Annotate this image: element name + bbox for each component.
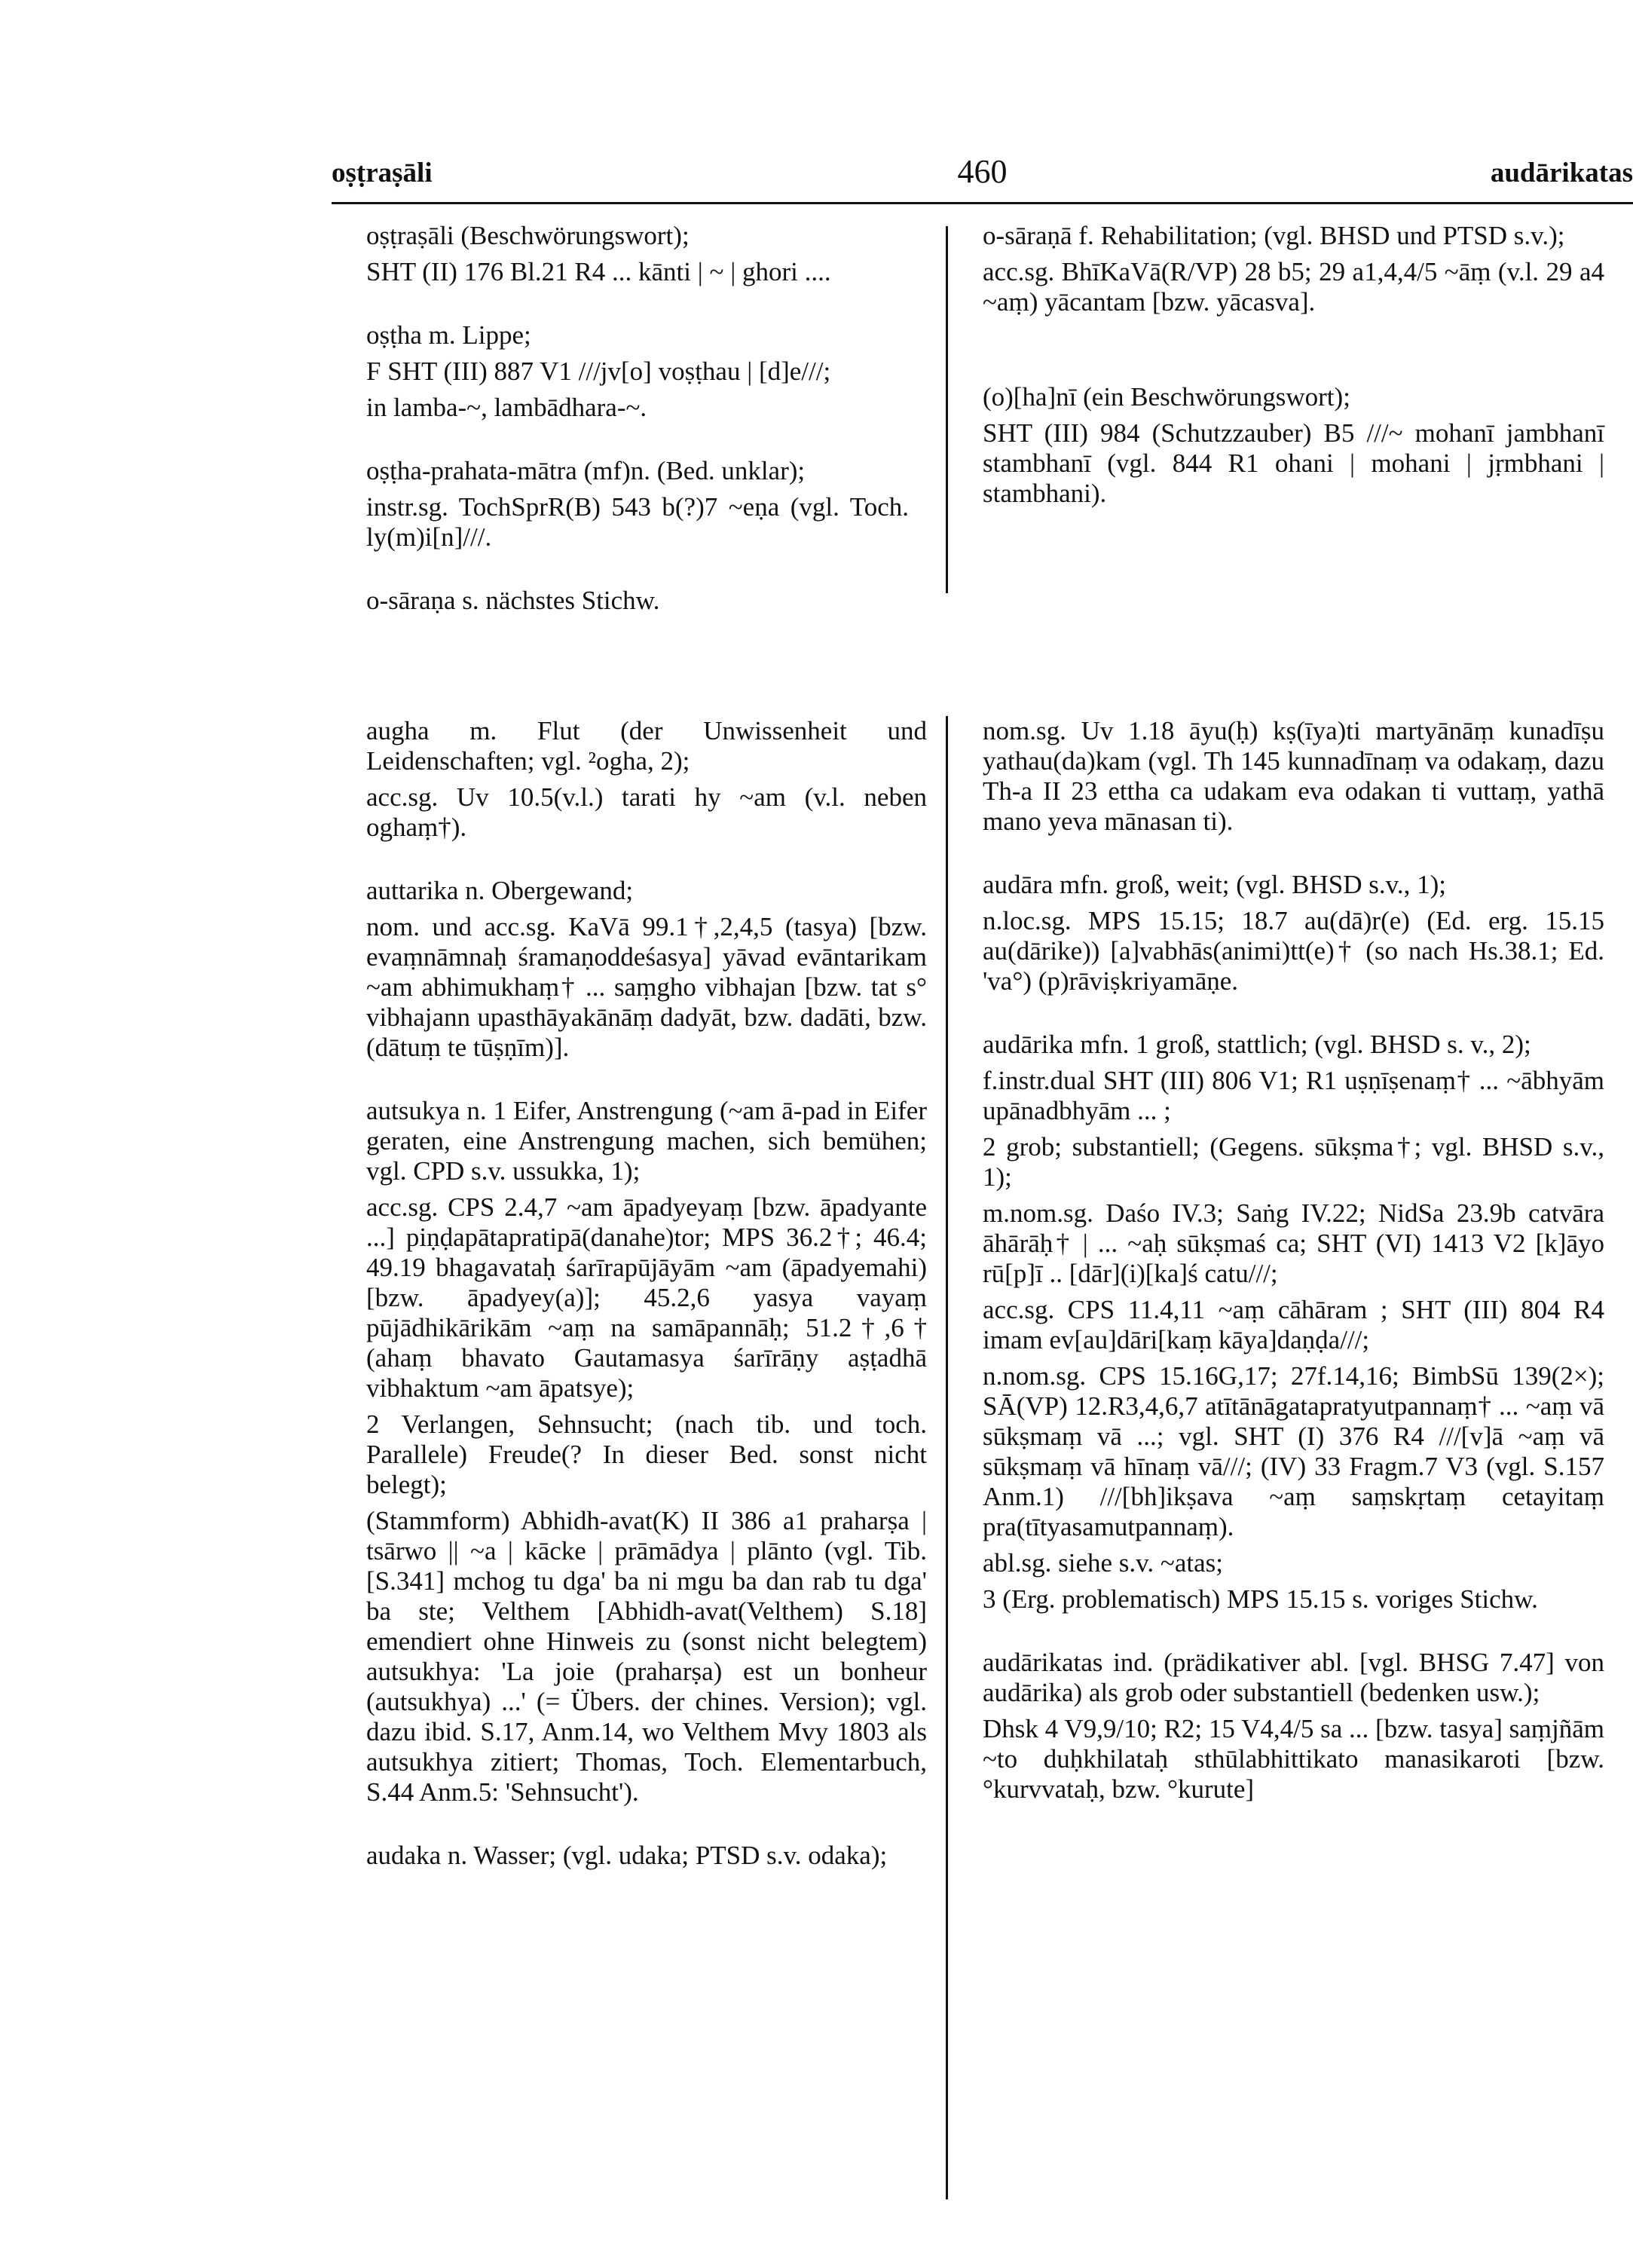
dictionary-entry (983, 716, 1604, 837)
page-number: 460 (957, 153, 1008, 190)
entry-line: abl.sg. siehe s.v. ~atas; (983, 1548, 1223, 1578)
entry-line: audārikatas ind. (prädikativer abl. [vgl. BHSG 7.47] von audārika) als grob oder substantiell (bedenken usw.); (983, 1648, 1604, 1707)
entry-line: f.instr.dual SHT (III) 806 V1; R1 uṣṇīṣenaṃ† ... ~ābhyām upānadbhyām ... ; (983, 1066, 1604, 1125)
top-right-column (983, 221, 1604, 542)
entry-line: in lamba-~, lambādhara-~. (366, 393, 647, 422)
entry-line: SHT (II) 176 Bl.21 R4 ... kānti | ~ | ghori .... (366, 257, 831, 286)
top-left-column (366, 221, 909, 649)
column-divider-top (946, 226, 948, 593)
entry-line: acc.sg. BhīKaVā(R/VP) 28 b5; 29 a1,4,4/5 ~āṃ (v.l. 29 a4 ~aṃ) yācantam [bzw. yācasva]. (983, 257, 1604, 317)
entry-line: m.nom.sg. Daśo IV.3; Saṅg IV.22; NidSa 23.9b catvāra āhārāḥ† | ... ~aḥ sūkṣmaś ca; SHT (VI) 1413 V2 [k]āyo rū[p]ī .. [dār](i)[ka]ś catu///; (983, 1198, 1604, 1288)
entry-line: SHT (III) 984 (Schutzzauber) B5 ///~ mohanī jambhanī stambhanī (vgl. 844 R1 ohani | mohani | jṛmbhani | stambhani). (983, 418, 1604, 508)
entry-line: o-sāraṇā f. Rehabilitation; (vgl. BHSD und PTSD s.v.); (983, 221, 1565, 250)
entry-line: (Stammform) Abhidh-avat(K) II 386 a1 praharṣa | tsārwo || ~a | kācke | prāmādya | plānto (vgl. Tib. [S.341] mchog tu dga' ba ni mgu ba dan rab tu dga' ba ste; Velthem [Abhidh-avat(Velthem) S.18] emendiert ohne Hinweis zu (sonst nicht belegtem) autsukhya: 'La joie (praharṣa) est un bonheur (autsukhya) ...' (= Übers. der chines. Version); vgl. dazu ibid. S.17, Anm.14, wo Velthem Mvy 1803 als autsukhya zitiert; Thomas, Toch. Elementarbuch, S.44 Anm.5: 'Sehnsucht'). (366, 1506, 927, 1807)
entry-line: acc.sg. CPS 11.4,11 ~aṃ cāhāram ; SHT (III) 804 R4 imam ev[au]dāri[kaṃ kāya]daṇḍa///; (983, 1295, 1604, 1354)
entry-line: audaka n. Wasser; (vgl. udaka; PTSD s.v. odaka); (366, 1841, 888, 1870)
dictionary-entry (366, 1096, 927, 1807)
entry-line: n.nom.sg. CPS 15.16G,17; 27f.14,16; BimbSū 139(2×); SĀ(VP) 12.R3,4,6,7 atītānāgatapratyutpannaṃ† ... ~aṃ vā sūkṣmaṃ vā ...; vgl. SHT (I) 376 R4 ///[v]ā ~aṃ vā sūkṣmaṃ vā hīnaṃ vā///; (IV) 33 Fragm.7 V3 (vgl. S.157 Anm.1) ///[bh]ikṣava ~aṃ saṃskṛtaṃ cetayitaṃ pra(tītyasamutpannaṃ). (983, 1361, 1604, 1541)
entry-line: o-sāraṇa s. nächstes Stichw. (366, 586, 660, 615)
entry-line: (o)[ha]nī (ein Beschwörungswort); (983, 382, 1350, 412)
entry-line: acc.sg. CPS 2.4,7 ~am āpadyeyaṃ [bzw. āpadyante ...] piṇḍapātapratipā(danahe)tor; MPS 36.2†; 46.4; 49.19 bhagavataḥ śarīrapūjāyām ~am (āpadyemahi) [bzw. āpadyey(a)]; 45.2,6 yasya vayaṃ pūjādhikārikām ~aṃ na samāpannāḥ; 51.2†,6† (ahaṃ bhavato Gautamasya śarīrāṇy aṣṭadhā vibhaktum ~am āpatsye); (366, 1192, 927, 1403)
column-divider-bottom (946, 716, 948, 2199)
dictionary-entry (983, 1030, 1604, 1615)
dictionary-entry (366, 221, 909, 287)
entry-line: oṣṭraṣāli (Beschwörungswort); (366, 221, 690, 250)
dictionary-entry (983, 870, 1604, 996)
entry-line: Dhsk 4 V9,9/10; R2; 15 V4,4/5 sa ... [bzw. tasya] saṃjñām ~to duḥkhilataḥ sthūlabhittikato manasikaroti [bzw. °kurvvataḥ, bzw. °kurute] (983, 1714, 1604, 1804)
entry-line: auttarika n. Obergewand; (366, 876, 634, 905)
dictionary-entry (983, 382, 1604, 509)
entry-line: augha m. Flut (der Unwissenheit und Leidenschaften; vgl. ²ogha, 2); (366, 716, 927, 776)
page-header (332, 153, 1633, 194)
dictionary-entry (366, 876, 927, 1063)
entry-line: oṣṭha-prahata-mātra (mf)n. (Bed. unklar); (366, 456, 806, 485)
entry-line: oṣṭha m. Lippe; (366, 320, 531, 350)
entry-line: 3 (Erg. problematisch) MPS 15.15 s. voriges Stichw. (983, 1584, 1538, 1614)
entry-line: audāra mfn. groß, weit; (vgl. BHSD s.v., 1); (983, 870, 1446, 899)
header-left-headword: oṣṭraṣāli (332, 158, 433, 188)
header-rule (332, 202, 1633, 204)
entry-line: F SHT (III) 887 V1 ///jv[o] voṣṭhau | [d]e///; (366, 357, 831, 386)
dictionary-entry (366, 320, 909, 423)
bottom-left-column (366, 716, 927, 1904)
entry-line: instr.sg. TochSprR(B) 543 b(?)7 ~eṇa (vgl. Toch. ly(m)i[n]///. (366, 492, 909, 552)
dictionary-entry (983, 1648, 1604, 1804)
header-right-headword: audārikatas (1490, 158, 1633, 188)
dictionary-entry (366, 1841, 927, 1871)
entry-line: acc.sg. Uv 10.5(v.l.) tarati hy ~am (v.l. neben oghaṃ†). (366, 782, 927, 842)
dictionary-entry (983, 221, 1604, 317)
entry-line: nom. und acc.sg. KaVā 99.1†,2,4,5 (tasya) [bzw. evaṃnāmnaḥ śramaṇoddeśasya] yāvad evāntarikam ~am abhimukhaṃ† ... saṃgho vibhajan [bzw. tat s° vibhajann upasthāyakānāṃ dadyāt, bzw. dadāti, bzw. (dātuṃ te tūṣṇīm)]. (366, 912, 927, 1062)
entry-line: autsukya n. 1 Eifer, Anstrengung (~am ā-pad in Eifer geraten, eine Anstrengung machen, sich bemühen; vgl. CPD s.v. ussukka, 1); (366, 1096, 927, 1186)
entry-line: nom.sg. Uv 1.18 āyu(ḥ) kṣ(īya)ti martyānāṃ kunadīṣu yathau(da)kam (vgl. Th 145 kunnadīnaṃ va odakaṃ, dazu Th-a II 23 ettha ca udakam eva odakan ti vuttaṃ, yathā mano yeva mānasan ti). (983, 716, 1604, 836)
bottom-right-column (983, 716, 1604, 1838)
entry-line: n.loc.sg. MPS 15.15; 18.7 au(dā)r(e) (Ed. erg. 15.15 au(dārike)) [a]vabhās(animi)tt(e)† (so nach Hs.38.1; Ed. 'va°) (p)rāviṣkriyamāṇe. (983, 906, 1604, 996)
entry-line: 2 grob; substantiell; (Gegens. sūkṣma†; vgl. BHSD s.v., 1); (983, 1132, 1604, 1192)
dictionary-entry (366, 586, 909, 616)
entry-line: audārika mfn. 1 groß, stattlich; (vgl. BHSD s. v., 2); (983, 1030, 1531, 1059)
dictionary-entry (366, 456, 909, 552)
dictionary-entry (366, 716, 927, 843)
entry-line: 2 Verlangen, Sehnsucht; (nach tib. und toch. Parallele) Freude(? In dieser Bed. sonst nicht belegt); (366, 1409, 927, 1499)
